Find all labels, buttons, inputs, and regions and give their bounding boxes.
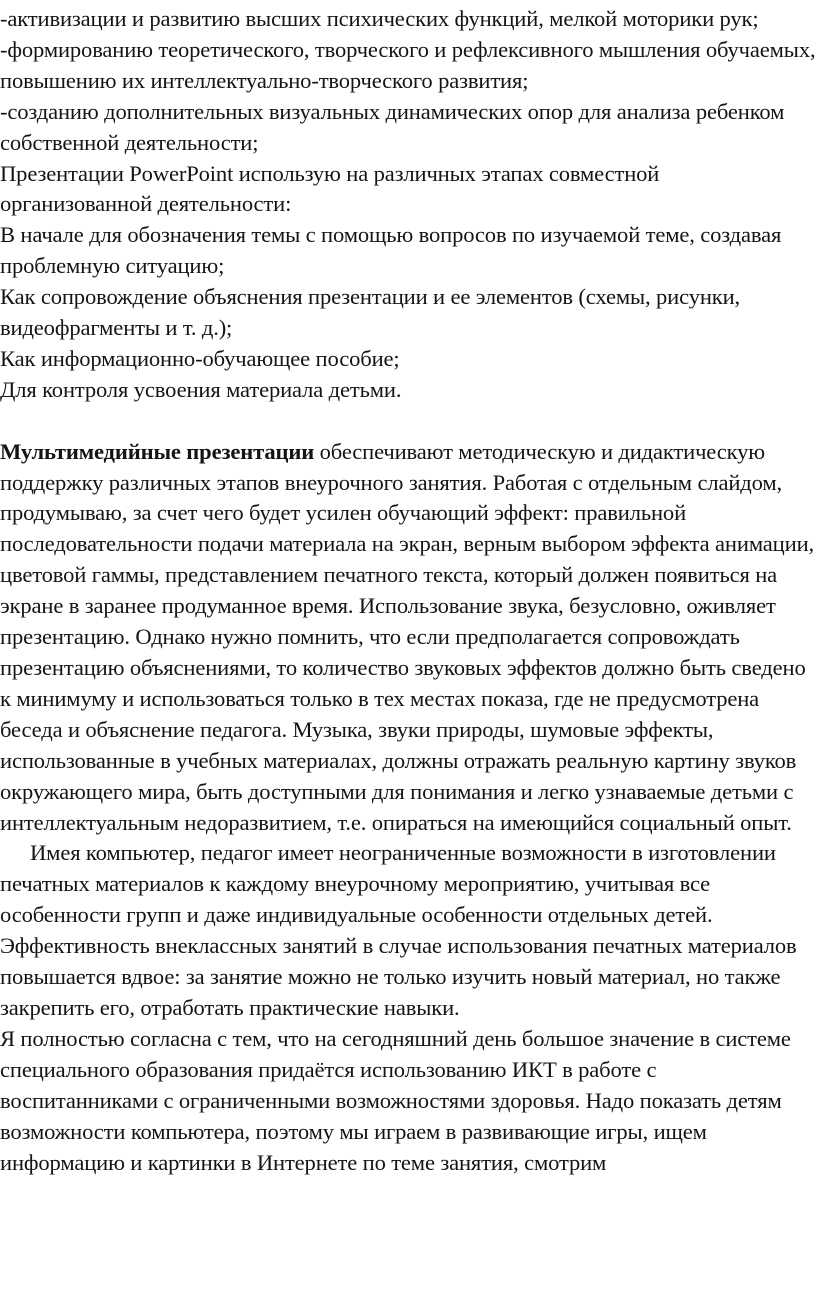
multimedia-paragraph	[0, 437, 816, 839]
intro-line-3: -созданию дополнительных визуальных динамических опор для анализа ребенком собственной деятельности;	[0, 98, 785, 155]
intro-line-5: В начале для обозначения темы с помощью вопросов по изучаемой теме, создавая проблемную ситуацию;	[0, 222, 782, 279]
agreement-paragraph: Я полностью согласна с тем, что на сегодняшний день большое значение в системе специального образования придаётся использованию ИКТ в работе с воспитанниками с ограниченными возможностями здоровья. Надо показать детям возможности компьютера, поэтому мы играем в развивающие игры, ищем информацию и картинки в Интернете по теме занятия, смотрим	[0, 1025, 791, 1175]
intro-line-6: Как сопровождение объяснения презентации и ее элементов (схемы, рисунки, видеофрагменты и т. д.);	[0, 284, 741, 341]
multimedia-bold-lead: Мультимедийные презентации	[0, 438, 315, 464]
paragraph-spacer	[0, 406, 816, 437]
intro-line-8: Для контроля усвоения материала детьми.	[0, 376, 402, 402]
multimedia-text: обеспечивают методическую и дидактическую поддержку различных этапов внеурочного занятия. Работая с отдельным слайдом, продумываю, за счет чего будет усилен обучающий эффект: правильной последовательности подачи материала на экран, верным выбором эффекта анимации, цветовой гаммы, представлением печатного текста, который должен появиться на экране в заранее продуманное время. Использование звука, безусловно, оживляет презентацию. Однако нужно помнить, что если предполагается сопровождать презентацию объяснениями, то количество звуковых эффектов должно быть сведено к минимуму и использоваться только в тех местах показа, где не предусмотрена беседа и объяснение педагога. Музыка, звуки природы, шумовые эффекты, использованные в учебных материалах, должны отражать реальную картину звуков окружающего мира, быть доступными для понимания и легко узнаваемые детьми с интеллектуальным недоразвитием, т.е. опираться на имеющийся социальный опыт.	[0, 438, 815, 835]
intro-line-4: Презентации PowerPoint использую на различных этапах совместной организованной деятельности:	[0, 160, 660, 217]
intro-line-1: -активизации и развитию высших психических функций, мелкой моторики рук;	[0, 6, 759, 31]
intro-line-2: -формированию теоретического, творческого и рефлексивного мышления обучаемых, повышению их интеллектуально-творческого развития;	[0, 36, 816, 93]
computer-paragraph: Имея компьютер, педагог имеет неограниченные возможности в изготовлении печатных материалов к каждому внеурочному мероприятию, учитывая все особенности групп и даже индивидуальные особенности отдельных детей. Эффективность внеклассных занятий в случае использования печатных материалов повышается вдвое: за занятие можно не только изучить новый материал, но также закрепить его, отработать практические навыки.	[0, 840, 797, 1020]
intro-line-7: Как информационно-обучающее пособие;	[0, 345, 400, 371]
